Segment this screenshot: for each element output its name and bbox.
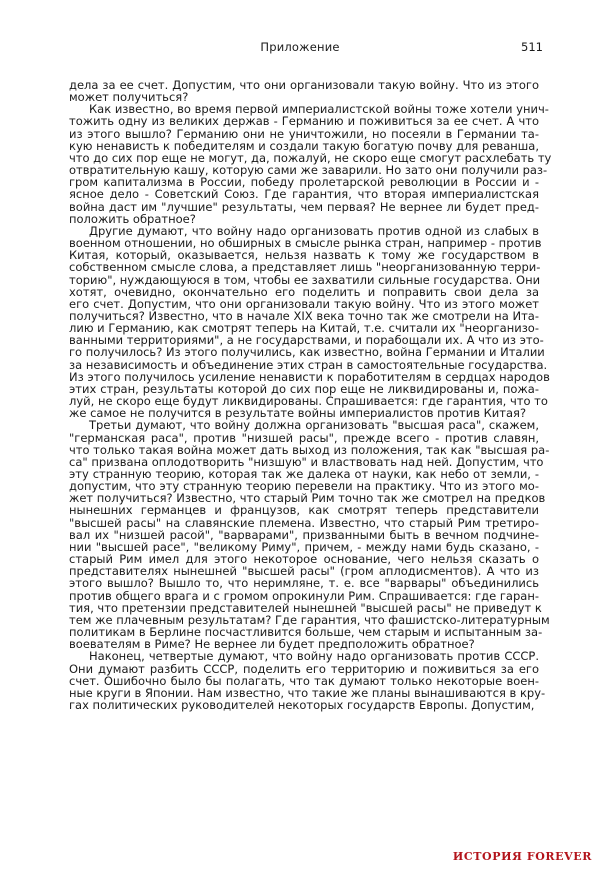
text-line: лию и Германию, как смотрят теперь на Китай, т.е. считали их "неорганизо-: [69, 321, 539, 336]
text-line: дела за ее счет. Допустим, что они организовали такую войну. Что из этого: [69, 78, 539, 92]
paragraph: [69, 102, 552, 226]
text-line: может получиться?: [69, 90, 189, 105]
text-line: счет. Ошибочно было бы полагать, что так думают только некоторые воен-: [69, 673, 539, 688]
text-line: допустим, что эту странную теорию перевели на практику. Что из этого мо-: [69, 479, 539, 494]
text-line: политикам в Берлине посчастливится больше, чем старым и испытанным за-: [69, 625, 543, 640]
text-line: этих стран, результаты которой до сих пор еще не ликвидированы и, пожа-: [69, 381, 539, 396]
text-line: воевателям в Риме? Не вернее ли будет предположить обратное?: [69, 637, 475, 652]
text-line: война даст им "лучшие" результаты, чем первая? Не вернее ли будет пред-: [69, 199, 539, 214]
text-line: военном отношении, но обширных в смысле рынка стран, например - против: [69, 236, 542, 251]
text-line: вал их "низшей расой", "варварами", призванными быть в вечном подчине-: [69, 527, 539, 542]
text-line: Как известно, во время первой империалистской войны тоже хотели унич-: [89, 102, 549, 117]
text-line: тия, что претензии представителей нынешней "высшей расы" не приведут к: [69, 600, 542, 615]
text-line: отвратительную кашу, которую сами же заварили. Но зато они получили раз-: [69, 163, 548, 178]
page-number: 511: [521, 40, 543, 54]
text-line: что до сих пор еще не могут, да, пожалуй, не скоро еще смогут расхлебать ту: [69, 150, 552, 165]
text-line: Они думают разбить СССР, поделить его территорию и поживиться за его: [69, 661, 539, 676]
text-line: старый Рим имел для этого некоторое основание, чего нельзя сказать о: [69, 552, 539, 567]
text-line: получиться? Известно, что в начале XIX века точно так же смотрели на Ита-: [69, 308, 539, 323]
text-line: Наконец, четвертые думают, что войну надо организовать против СССР.: [89, 649, 539, 664]
text-line: гром капитализма в России, победу пролетарской революции в России и -: [69, 175, 539, 190]
text-line: против общего врага и с громом опрокинули Рим. Спрашивается: где гаран-: [69, 588, 539, 603]
paragraph: [69, 418, 550, 652]
text-line: эту странную теорию, которая так же далека от науки, как небо от земли, -: [69, 467, 539, 481]
paragraph: [69, 649, 546, 712]
paragraph: [69, 223, 550, 421]
text-line: представителях нынешней "высшей расы" (гром аплодисментов). А что из: [69, 564, 539, 579]
text-line: нии "высшей расе", "великому Риму", причем, - между нами будь сказано, -: [69, 539, 539, 554]
text-line: его счет. Допустим, что они организовали такую войну. Что из этого может: [69, 296, 539, 311]
text-line: тем же плачевным результатам? Где гарантия, что фашистско-литературным: [69, 612, 550, 627]
text-line: Другие думают, что войну надо организовать против одной из слабых в: [89, 223, 539, 238]
text-line: ванными территориями", а не государствами, и порабощали их. А что из это-: [69, 333, 544, 348]
text-line: торию", нуждающуюся в том, чтобы ее захватили сильные государства. Они: [69, 272, 541, 287]
text-line: жет получиться? Известно, что старый Рим точно так же смотрел на предков: [69, 491, 546, 506]
page-header: [0, 40, 600, 56]
text-line: этого вышло? Вышло то, что неримляне, т. е. все "варвары" объединились: [69, 576, 539, 591]
text-line: что только такая война может дать выход из положения, так как "высшая ра-: [69, 442, 550, 457]
text-line: хотят, очевидно, окончательно его поделить и поправить свои дела за: [69, 284, 539, 299]
text-line: ные круги в Японии. Нам известно, что такие же планы вынашиваются в кру-: [69, 685, 546, 700]
running-title: Приложение: [260, 40, 340, 54]
text-line: собственном смысле слова, а представляет лишь "неорганизованную терри-: [69, 260, 541, 275]
text-line: кую ненависть к победителям и создали такую богатую почву для реванша,: [69, 138, 539, 153]
text-line: "высшей расы" на славянские племена. Известно, что старый Рим третиро-: [69, 515, 539, 530]
text-line: из этого вышло? Германию они не уничтожили, но посеяли в Германии та-: [69, 126, 539, 141]
text-line: ясное дело - Советский Союз. Где гарантия, что вторая империалистская: [69, 187, 539, 202]
text-line: нынешних германцев и французов, как смотрят теперь представители: [69, 503, 539, 518]
text-line: "германская раса", против "низшей расы", прежде всего - против славян,: [69, 430, 539, 445]
watermark-logo: ИСТОРИЯ FOREVER: [452, 850, 592, 863]
text-line: са" призвана оплодотворить "низшую" и властвовать над ней. Допустим, что: [69, 454, 544, 469]
text-line: Третьи думают, что войну должна организовать "высшая раса", скажем,: [89, 418, 539, 433]
body-text: [69, 78, 552, 712]
text-line: за независимость и объединение этих стран в самостоятельные государства.: [69, 357, 548, 372]
text-line: тожить одну из великих держав - Германию и поживиться за ее счет. А что: [69, 114, 539, 129]
text-line: Из этого получилось усиление ненависти к поработителям в сердцах народов: [69, 369, 550, 384]
text-line: луй, не скоро еще будут ликвидированы. Спрашивается: где гарантия, что то: [69, 394, 548, 409]
text-line: положить обратное?: [69, 211, 196, 226]
text-line: гах политических руководителей некоторых государств Европы. Допустим,: [69, 697, 535, 712]
text-line: же самое не получится в результате войны империалистов против Китая?: [69, 406, 527, 421]
paragraph: [69, 79, 539, 103]
text-line: го получилось? Из этого получились, как известно, война Германии и Италии: [69, 345, 545, 360]
text-line: Китая, который, оказывается, нельзя назвать к тому же государством в: [69, 248, 539, 263]
